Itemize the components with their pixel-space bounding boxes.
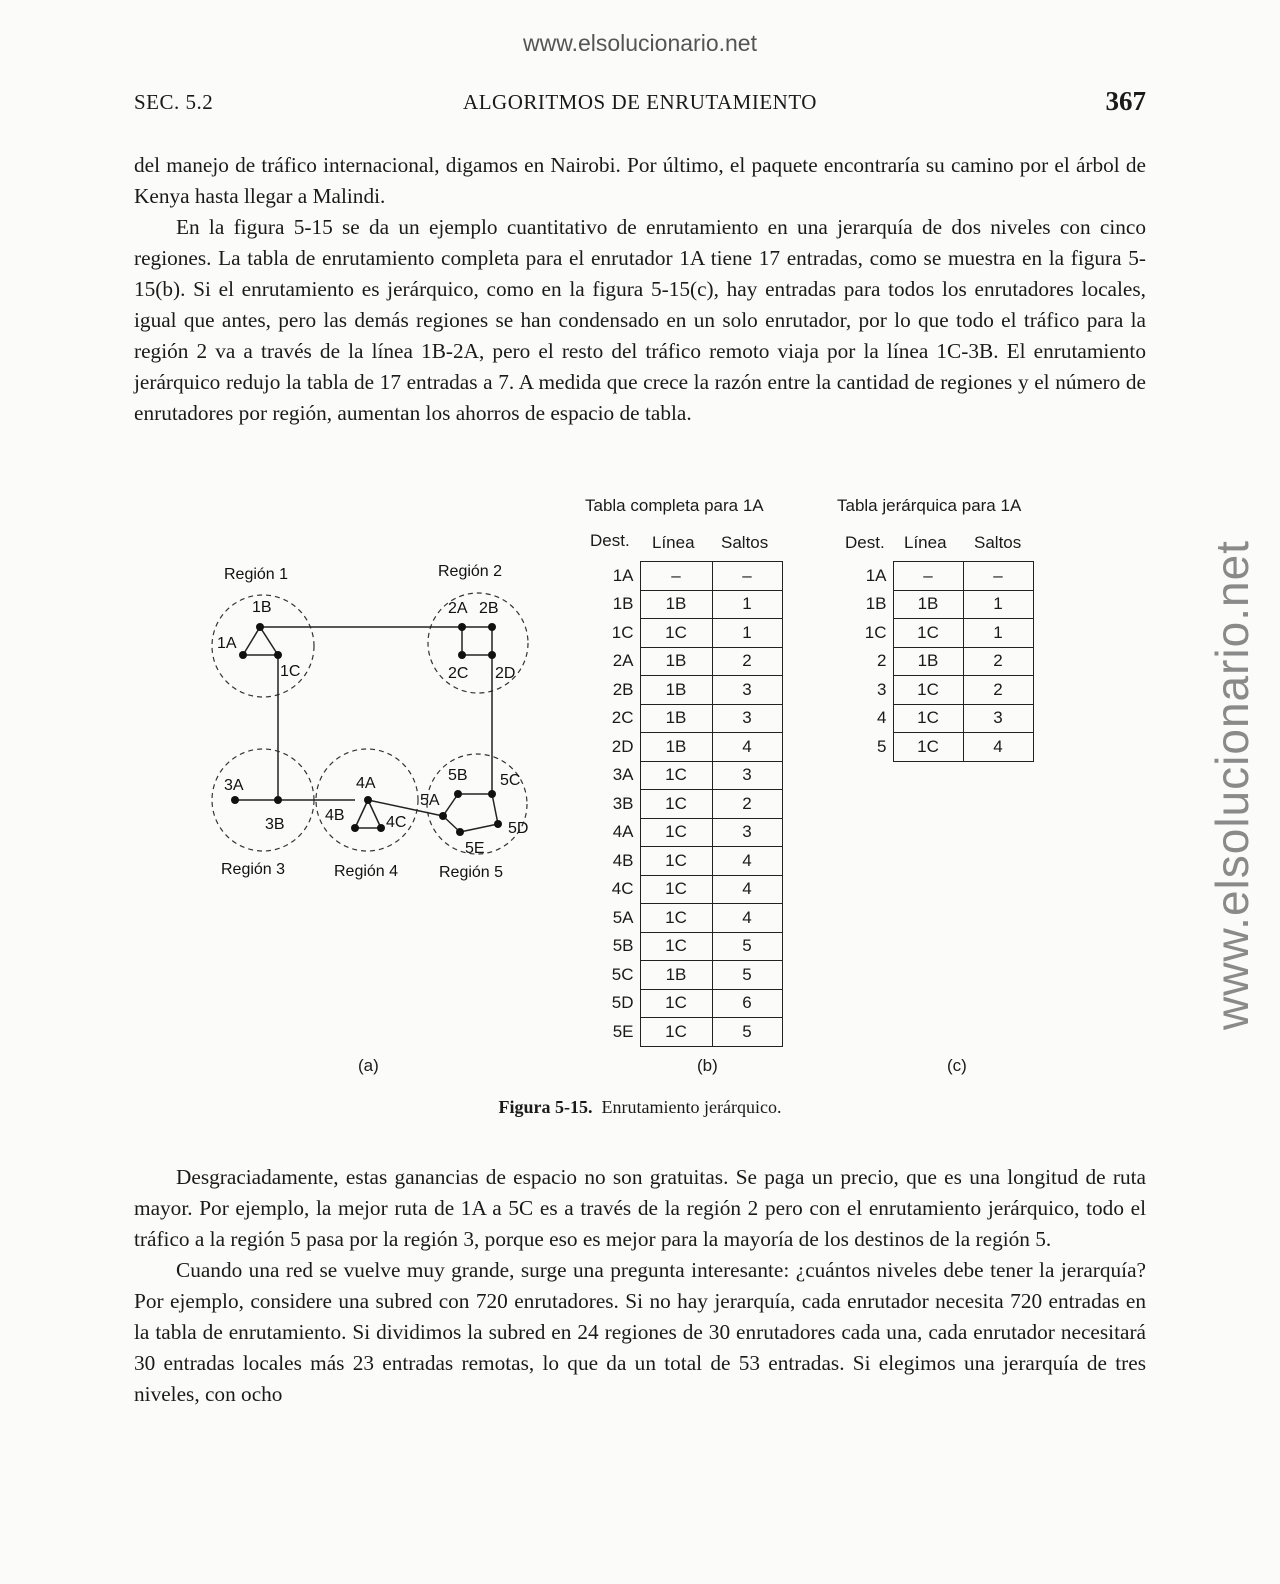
cell-dest: 3 [877, 679, 887, 699]
cell-hops: 3 [712, 676, 782, 705]
cell-hops: 3 [712, 704, 782, 733]
cell-line: 1B [640, 647, 712, 676]
table-row [600, 619, 782, 648]
cell-line: 1C [893, 619, 963, 648]
table-row [600, 790, 782, 819]
node-2d-label: 2D [495, 665, 516, 682]
table-row [600, 562, 782, 591]
region-3-label: Región 3 [221, 861, 286, 878]
paragraph-1: del manejo de tráfico internacional, digamos en Nairobi. Por último, el paquete encontraría su camino por el árbol de Kenya hasta llegar a Malindi. [134, 153, 1146, 208]
cell-dest: 1A [865, 565, 887, 585]
cell-hops: 2 [963, 647, 1033, 676]
region-5-circle [427, 754, 527, 854]
node-4b-label: 4B [325, 807, 345, 824]
cell-hops: 1 [963, 590, 1033, 619]
cell-hops: 4 [712, 904, 782, 933]
cell-dest: 4 [877, 708, 887, 728]
subfigure-c-label: (c) [947, 1056, 967, 1075]
region-4-label: Región 4 [334, 863, 399, 880]
cell-dest: 4C [611, 879, 634, 899]
cell-dest: 5D [611, 993, 634, 1013]
cell-dest: 5 [877, 736, 887, 756]
cell-hops: 1 [712, 590, 782, 619]
hier-table-header-line: Línea [904, 533, 947, 552]
cell-hops: 5 [712, 1018, 782, 1047]
node-1c-label: 1C [280, 663, 301, 680]
cell-hops: 2 [712, 647, 782, 676]
node-4a-label: 4A [356, 775, 376, 792]
node-5a-label: 5A [420, 792, 440, 809]
section-label: SEC. 5.2 [134, 90, 214, 114]
cell-dest: 2A [612, 651, 634, 671]
watermark-side: www.elsolucionario.net [1206, 540, 1258, 1030]
node-5d-label: 5D [508, 820, 529, 837]
cell-hops: 1 [712, 619, 782, 648]
subfigure-b-label: (b) [697, 1056, 718, 1075]
cell-line: 1C [640, 847, 712, 876]
network-diagram [190, 550, 560, 895]
cell-line: 1B [893, 590, 963, 619]
node-2b-label: 2B [479, 600, 499, 617]
table-row [851, 704, 1033, 733]
node-2a-label: 2A [448, 600, 468, 617]
cell-line: 1B [640, 704, 712, 733]
cell-line: 1B [893, 647, 963, 676]
table-row [600, 647, 782, 676]
cell-dest: 2D [611, 736, 634, 756]
text-block-bottom [134, 1162, 1146, 1410]
cell-line: 1C [640, 989, 712, 1018]
cell-line: 1C [893, 733, 963, 762]
cell-dest: 1C [611, 622, 634, 642]
cell-line: 1B [640, 961, 712, 990]
cell-hops: 5 [712, 961, 782, 990]
running-title: ALGORITMOS DE ENRUTAMIENTO [463, 90, 817, 114]
hier-table-header-hops: Saltos [974, 533, 1022, 552]
table-row [851, 619, 1033, 648]
cell-dest: 2 [877, 651, 887, 671]
full-table-header-hops: Saltos [721, 533, 769, 552]
cell-hops: 4 [712, 875, 782, 904]
table-row [600, 733, 782, 762]
table-row [851, 733, 1033, 762]
cell-line: 1C [640, 1018, 712, 1047]
table-row [600, 818, 782, 847]
cell-hops: 6 [712, 989, 782, 1018]
cell-dest: 1B [612, 594, 634, 614]
watermark-top: www.elsolucionario.net [523, 30, 757, 56]
table-row [600, 761, 782, 790]
table-row [600, 847, 782, 876]
node-5c-label: 5C [500, 772, 521, 789]
table-row [600, 590, 782, 619]
cell-line: 1C [640, 761, 712, 790]
node-5e-label: 5E [465, 840, 485, 857]
table-row [600, 704, 782, 733]
cell-dest: 5E [612, 1021, 634, 1041]
cell-line: 1C [640, 875, 712, 904]
cell-dest: 1B [865, 594, 887, 614]
region-1-label: Región 1 [224, 566, 289, 583]
cell-line: 1C [640, 932, 712, 961]
cell-dest: 2B [612, 679, 634, 699]
cell-dest: 3A [612, 765, 634, 785]
node-1b-label: 1B [252, 599, 272, 616]
cell-hops: 4 [712, 733, 782, 762]
cell-hops: 3 [712, 818, 782, 847]
full-table-header-dest: Dest. [590, 531, 630, 550]
cell-dest: 5B [612, 936, 634, 956]
table-row [600, 989, 782, 1018]
cell-line: 1C [640, 790, 712, 819]
full-routing-table [600, 561, 783, 1047]
table-row [600, 875, 782, 904]
figure-caption [0, 1097, 1280, 1118]
hier-table-title: Tabla jerárquica para 1A [837, 496, 1022, 515]
cell-line: 1B [640, 676, 712, 705]
table-row [851, 647, 1033, 676]
cell-hops: – [963, 562, 1033, 591]
table-row [600, 904, 782, 933]
paragraph-4: Cuando una red se vuelve muy grande, surge una pregunta interesante: ¿cuántos niveles debe tener la jerarquía? Por ejemplo, considere una subred con 720 enrutadores. Si no hay jerarquía, cada enrutador necesita 720 entradas en la tabla de enrutamiento. Si dividimos la subred en 24 regiones de 30 enrutadores cada una, cada enrutador necesitará 30 entradas locales más 23 entradas remotas, lo que da un total de 53 entradas. Si elegimos una jerarquía de tres niveles, con ocho [134, 1258, 1146, 1406]
full-table-header-line: Línea [652, 533, 695, 552]
table-row [851, 590, 1033, 619]
cell-line: 1C [893, 676, 963, 705]
cell-dest: 4A [612, 822, 634, 842]
cell-hops: – [712, 562, 782, 591]
node-2c-label: 2C [448, 665, 469, 682]
cell-dest: 5A [612, 907, 634, 927]
node-3a-label: 3A [224, 777, 244, 794]
cell-line: 1C [640, 904, 712, 933]
cell-hops: 4 [712, 847, 782, 876]
figure-caption-text: Enrutamiento jerárquico. [601, 1097, 782, 1117]
paragraph-3: Desgraciadamente, estas ganancias de espacio no son gratuitas. Se paga un precio, que es una longitud de ruta mayor. Por ejemplo, la mejor ruta de 1A a 5C es a través de la región 2 pero con el enrutamiento jerárquico, todo el tráfico a la región 5 pasa por la región 3, porque eso es mejor para la mayoría de los destinos de la región 5. [134, 1165, 1146, 1251]
hier-table-header-dest: Dest. [845, 533, 885, 552]
cell-line: 1B [640, 733, 712, 762]
cell-hops: 4 [963, 733, 1033, 762]
cell-line: – [893, 562, 963, 591]
cell-line: 1C [640, 818, 712, 847]
region-5-label: Región 5 [439, 864, 504, 881]
node-3b-label: 3B [265, 816, 285, 833]
subfigure-a-label: (a) [358, 1056, 379, 1075]
node-1a-label: 1A [217, 635, 237, 652]
hier-routing-table [851, 561, 1034, 762]
cell-dest: 1A [612, 565, 634, 585]
cell-hops: 3 [712, 761, 782, 790]
table-row [600, 1018, 782, 1047]
cell-hops: 2 [963, 676, 1033, 705]
cell-hops: 3 [963, 704, 1033, 733]
cell-hops: 5 [712, 932, 782, 961]
table-row [851, 676, 1033, 705]
cell-line: 1B [640, 590, 712, 619]
figure-caption-label: Figura 5-15. [498, 1097, 593, 1117]
cell-dest: 1C [864, 622, 887, 642]
table-row [600, 932, 782, 961]
cell-hops: 1 [963, 619, 1033, 648]
cell-dest: 3B [612, 793, 634, 813]
table-row [851, 562, 1033, 591]
cell-hops: 2 [712, 790, 782, 819]
node-4c-label: 4C [386, 814, 407, 831]
table-row [600, 676, 782, 705]
full-table-title: Tabla completa para 1A [585, 496, 764, 515]
node-5b-label: 5B [448, 767, 468, 784]
text-block-top [134, 150, 1146, 429]
region-2-label: Región 2 [438, 563, 503, 580]
cell-dest: 5C [611, 964, 634, 984]
cell-line: 1C [893, 704, 963, 733]
paragraph-2: En la figura 5-15 se da un ejemplo cuantitativo de enrutamiento en una jerarquía de dos niveles con cinco regiones. La tabla de enrutamiento completa para el enrutador 1A tiene 17 entradas, como se muestra en la figura 5-15(b). Si el enrutamiento es jerárquico, como en la figura 5-15(c), hay entradas para todos los enrutadores locales, igual que antes, pero las demás regiones se han condensado en un solo enrutador, por lo que todo el tráfico para la región 2 va a través de la línea 1B-2A, pero el resto del tráfico remoto viaja por la línea 1C-3B. El enrutamiento jerárquico redujo la tabla de 17 entradas a 7. A medida que crece la razón entre la cantidad de regiones y el número de enrutadores por región, aumentan los ahorros de espacio de tabla. [134, 215, 1146, 425]
table-row [600, 961, 782, 990]
cell-line: – [640, 562, 712, 591]
cell-dest: 4B [612, 850, 634, 870]
page-number: 367 [1105, 86, 1146, 116]
cell-line: 1C [640, 619, 712, 648]
cell-dest: 2C [611, 708, 634, 728]
